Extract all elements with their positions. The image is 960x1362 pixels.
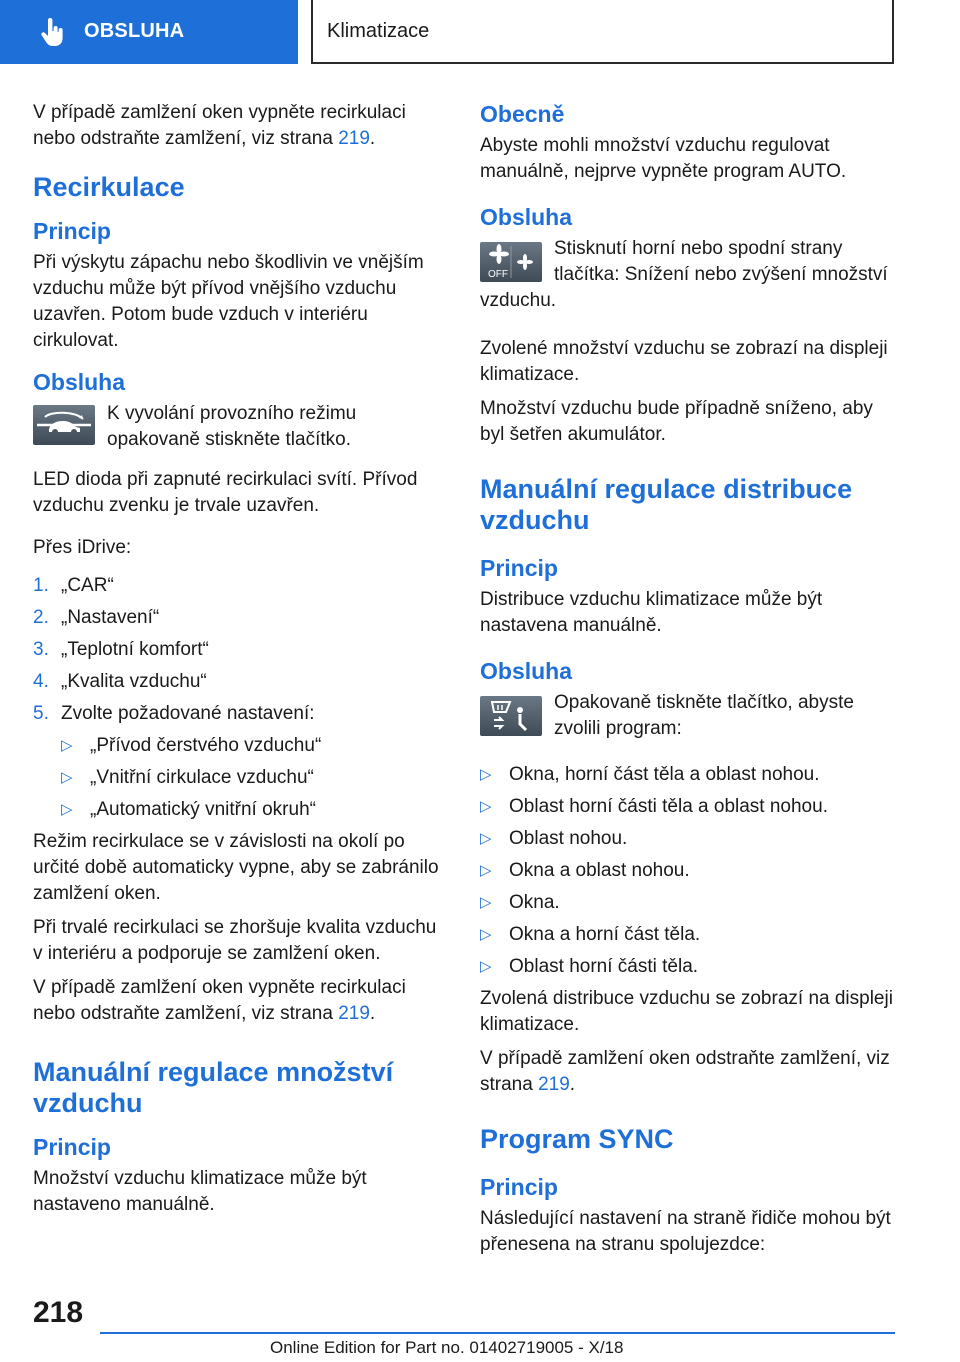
heading-general: Obecně [480, 101, 565, 127]
heading-manual-air-amount: Manuální regulace množství vzduchu [33, 1057, 394, 1118]
list-item: 2. „Nastavení“ [33, 607, 160, 628]
list-item: ▷ Oblast horní části těla a oblast nohou. [480, 794, 900, 820]
program-list [480, 762, 900, 980]
page-number: 218 [33, 1296, 84, 1329]
led-paragraph: LED dioda při zapnuté recirkulaci svítí. Přívod vzduchu zvenku je trvale uzavřen. [33, 469, 418, 516]
recirculation-car-icon [33, 405, 95, 445]
recirculation-button-row [33, 401, 445, 461]
svg-text:OFF: OFF [488, 269, 508, 280]
setting-options [61, 733, 445, 823]
chapter-header [311, 0, 894, 64]
triangle-bullet-icon: ▷ [480, 894, 492, 911]
list-item: ▷ Oblast nohou. [480, 826, 900, 852]
list-item: 1. „CAR“ [33, 575, 114, 596]
button-instruction: Stisknutí horní nebo spodní strany tlačítka: Snížení nebo zvýšení množství vzduchu. [480, 238, 888, 311]
list-item: ▷ „Přívod čerstvého vzduchu“ [61, 733, 445, 759]
heading-principle: Princip [33, 218, 111, 244]
general-text: Abyste mohli množství vzduchu regulovat manuálně, nejprve vypněte program AUTO. [480, 135, 847, 182]
intro-paragraph: V případě zamlžení oken vypněte recirkulaci nebo odstraňte zamlžení, viz strana 219. [33, 102, 406, 149]
recirculation-button-image [33, 405, 95, 445]
triangle-bullet-icon: ▷ [480, 926, 492, 943]
triangle-bullet-icon: ▷ [61, 801, 73, 818]
footer-divider [100, 1332, 895, 1334]
triangle-bullet-icon: ▷ [61, 737, 73, 754]
fan-button-row [480, 236, 900, 322]
list-item: ▷ Okna a oblast nohou. [480, 858, 900, 884]
display-paragraph: Zvolené množství vzduchu se zobrazí na displeji klimatizace. [480, 338, 888, 385]
fogging-paragraph: V případě zamlžení oken odstraňte zamlžení, viz strana 219. [480, 1048, 890, 1095]
principle-text: Distribuce vzduchu klimatizace může být nastavena manuálně. [480, 589, 823, 636]
heading-operation: Obsluha [33, 369, 126, 395]
button-instruction: K vyvolání provozního režimu opakovaně stiskněte tlačítko. [107, 403, 357, 450]
sync-paragraph: Následující nastavení na straně řidiče mohou být přenesena na stranu spolujezdce: [480, 1208, 891, 1255]
chapter-title: Klimatizace [327, 20, 430, 42]
idrive-steps [33, 573, 445, 727]
edition-note: Online Edition for Part no. 01402719005 - X/18 [270, 1338, 624, 1357]
mode-paragraph: Režim recirkulace se v závislosti na okolí po určité době automaticky vypne, aby se zabránilo zamlžení oken. [33, 831, 439, 904]
triangle-bullet-icon: ▷ [480, 766, 492, 783]
button-instruction: Opakovaně tiskněte tlačítko, abyste zvolili program: [554, 692, 854, 739]
page-link[interactable]: 219 [338, 1003, 370, 1024]
list-item: ▷ Okna, horní část těla a oblast nohou. [480, 762, 900, 788]
heading-principle: Princip [480, 1174, 558, 1200]
fogging-paragraph: V případě zamlžení oken vypněte recirkulaci nebo odstraňte zamlžení, viz strana 219. [33, 977, 406, 1024]
list-item: ▷ Okna. [480, 890, 900, 916]
page-link[interactable]: 219 [538, 1074, 570, 1095]
triangle-bullet-icon: ▷ [480, 862, 492, 879]
air-distribution-icon [480, 696, 542, 736]
heading-recirculation: Recirkulace [33, 172, 185, 202]
heading-principle: Princip [33, 1134, 111, 1160]
left-column [33, 100, 445, 1226]
heading-sync: Program SYNC [480, 1124, 674, 1154]
heading-principle: Princip [480, 555, 558, 581]
section-tab [0, 0, 298, 64]
list-item: ▷ Oblast horní části těla. [480, 954, 900, 980]
section-title: OBSLUHA [84, 20, 185, 42]
list-item: ▷ „Vnitřní cirkulace vzduchu“ [61, 765, 445, 791]
list-item: ▷ „Automatický vnitřní okruh“ [61, 797, 445, 823]
principle-text: Množství vzduchu klimatizace může být nastaveno manuálně. [33, 1168, 367, 1215]
fan-icon [480, 242, 542, 282]
list-item: 3. „Teplotní komfort“ [33, 639, 209, 660]
list-item: ▷ Okna a horní část těla. [480, 922, 900, 948]
heading-operation: Obsluha [480, 204, 573, 230]
heading-operation: Obsluha [480, 658, 573, 684]
triangle-bullet-icon: ▷ [480, 830, 492, 847]
triangle-bullet-icon: ▷ [480, 798, 492, 815]
permanent-paragraph: Při trvalé recirkulaci se zhoršuje kvalita vzduchu v interiéru a podporuje se zamlžení oken. [33, 917, 437, 964]
idrive-paragraph: Přes iDrive: [33, 537, 132, 558]
principle-text: Při výskytu zápachu nebo škodlivin ve vnějším vzduchu může být přívod vnějšího vzduchu uzavřen. Potom bude vzduch v interiéru cirkulovat. [33, 252, 424, 351]
triangle-bullet-icon: ▷ [61, 769, 73, 786]
fan-button-image [480, 242, 542, 282]
right-column [480, 100, 900, 1266]
distribution-button-row [480, 690, 900, 750]
heading-manual-distribution: Manuální regulace distribuce vzduchu [480, 474, 853, 535]
distribution-display-paragraph: Zvolená distribuce vzduchu se zobrazí na displeji klimatizace. [480, 988, 893, 1035]
page-link[interactable]: 219 [338, 128, 370, 149]
distribution-button-image [480, 696, 542, 736]
battery-paragraph: Množství vzduchu bude případně sníženo, aby byl šetřen akumulátor. [480, 398, 873, 445]
list-item: 4. „Kvalita vzduchu“ [33, 671, 207, 692]
hand-pointer-icon [38, 18, 66, 48]
triangle-bullet-icon: ▷ [480, 958, 492, 975]
list-item: 5. Zvolte požadované nastavení: [33, 703, 315, 724]
